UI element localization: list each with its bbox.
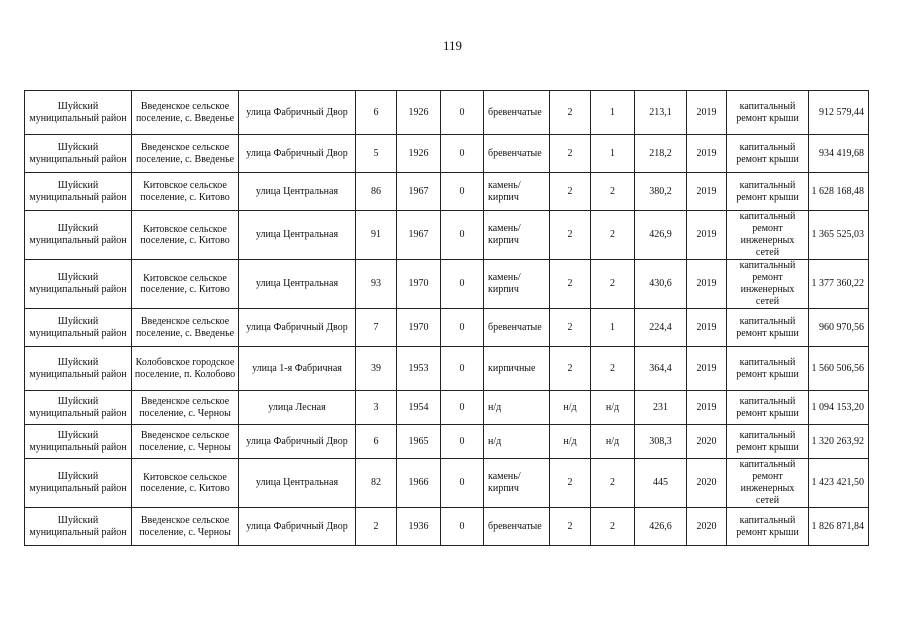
zero-cell: 0 <box>441 309 484 347</box>
settlement-cell: Введенское сельское поселение, с. Черноы <box>132 508 239 546</box>
district-cell: Шуйский муниципальный район <box>25 347 132 391</box>
build-year-cell: 1965 <box>397 425 441 459</box>
house-number-cell: 3 <box>356 391 397 425</box>
floors-cell: 2 <box>550 508 591 546</box>
repair-program-table <box>24 90 869 546</box>
wall-material-cell: бревенчатые <box>484 309 550 347</box>
entrances-cell: 2 <box>591 347 635 391</box>
zero-cell: 0 <box>441 459 484 508</box>
zero-cell: 0 <box>441 347 484 391</box>
plan-year-cell: 2019 <box>687 135 727 173</box>
wall-material-cell: бревенчатые <box>484 135 550 173</box>
table-row <box>25 260 869 309</box>
table-row <box>25 347 869 391</box>
district-cell: Шуйский муниципальный район <box>25 459 132 508</box>
entrances-cell: н/д <box>591 425 635 459</box>
floors-cell: 2 <box>550 135 591 173</box>
cost-cell: 1 377 360,22 <box>809 260 869 309</box>
cost-cell: 934 419,68 <box>809 135 869 173</box>
entrances-cell: 2 <box>591 173 635 211</box>
settlement-cell: Китовское сельское поселение, с. Китово <box>132 260 239 309</box>
street-cell: улица Фабричный Двор <box>239 309 356 347</box>
build-year-cell: 1926 <box>397 135 441 173</box>
work-type-cell: капитальный ремонт инженерных сетей <box>727 459 809 508</box>
floors-cell: 2 <box>550 173 591 211</box>
wall-material-cell: камень/кирпич <box>484 173 550 211</box>
entrances-cell: 1 <box>591 91 635 135</box>
area-cell: 445 <box>635 459 687 508</box>
entrances-cell: 2 <box>591 459 635 508</box>
floors-cell: 2 <box>550 91 591 135</box>
cost-cell: 1 826 871,84 <box>809 508 869 546</box>
work-type-cell: капитальный ремонт крыши <box>727 173 809 211</box>
page-number: 119 <box>442 38 463 53</box>
zero-cell: 0 <box>441 391 484 425</box>
build-year-cell: 1954 <box>397 391 441 425</box>
build-year-cell: 1966 <box>397 459 441 508</box>
plan-year-cell: 2019 <box>687 211 727 260</box>
work-type-cell: капитальный ремонт инженерных сетей <box>727 260 809 309</box>
district-cell: Шуйский муниципальный район <box>25 260 132 309</box>
district-cell: Шуйский муниципальный район <box>25 211 132 260</box>
settlement-cell: Введенское сельское поселение, с. Введенье <box>132 135 239 173</box>
plan-year-cell: 2020 <box>687 508 727 546</box>
build-year-cell: 1936 <box>397 508 441 546</box>
wall-material-cell: бревенчатые <box>484 508 550 546</box>
zero-cell: 0 <box>441 173 484 211</box>
house-number-cell: 5 <box>356 135 397 173</box>
work-type-cell: капитальный ремонт крыши <box>727 347 809 391</box>
table-row <box>25 211 869 260</box>
work-type-cell: капитальный ремонт крыши <box>727 135 809 173</box>
house-number-cell: 82 <box>356 459 397 508</box>
entrances-cell: 2 <box>591 260 635 309</box>
table-row <box>25 425 869 459</box>
entrances-cell: н/д <box>591 391 635 425</box>
street-cell: улица Фабричный Двор <box>239 91 356 135</box>
table-body <box>25 91 869 546</box>
street-cell: улица Фабричный Двор <box>239 135 356 173</box>
table-row <box>25 173 869 211</box>
settlement-cell: Китовское сельское поселение, с. Китово <box>132 211 239 260</box>
street-cell: улица Центральная <box>239 260 356 309</box>
street-cell: улица Центральная <box>239 459 356 508</box>
table-row <box>25 459 869 508</box>
wall-material-cell: камень/кирпич <box>484 459 550 508</box>
wall-material-cell: камень/кирпич <box>484 260 550 309</box>
wall-material-cell: кирпичные <box>484 347 550 391</box>
street-cell: улица Центральная <box>239 173 356 211</box>
house-number-cell: 6 <box>356 425 397 459</box>
zero-cell: 0 <box>441 260 484 309</box>
plan-year-cell: 2019 <box>687 260 727 309</box>
house-number-cell: 2 <box>356 508 397 546</box>
house-number-cell: 7 <box>356 309 397 347</box>
plan-year-cell: 2019 <box>687 91 727 135</box>
wall-material-cell: бревенчатые <box>484 91 550 135</box>
settlement-cell: Китовское сельское поселение, с. Китово <box>132 173 239 211</box>
entrances-cell: 1 <box>591 135 635 173</box>
cost-cell: 1 560 506,56 <box>809 347 869 391</box>
district-cell: Шуйский муниципальный район <box>25 508 132 546</box>
entrances-cell: 1 <box>591 309 635 347</box>
floors-cell: 2 <box>550 347 591 391</box>
area-cell: 218,2 <box>635 135 687 173</box>
district-cell: Шуйский муниципальный район <box>25 91 132 135</box>
area-cell: 224,4 <box>635 309 687 347</box>
wall-material-cell: н/д <box>484 425 550 459</box>
cost-cell: 1 628 168,48 <box>809 173 869 211</box>
plan-year-cell: 2019 <box>687 173 727 211</box>
settlement-cell: Введенское сельское поселение, с. Черноы <box>132 425 239 459</box>
house-number-cell: 91 <box>356 211 397 260</box>
build-year-cell: 1967 <box>397 211 441 260</box>
plan-year-cell: 2019 <box>687 391 727 425</box>
street-cell: улица Фабричный Двор <box>239 508 356 546</box>
district-cell: Шуйский муниципальный район <box>25 425 132 459</box>
zero-cell: 0 <box>441 135 484 173</box>
zero-cell: 0 <box>441 425 484 459</box>
area-cell: 426,6 <box>635 508 687 546</box>
area-cell: 213,1 <box>635 91 687 135</box>
floors-cell: 2 <box>550 459 591 508</box>
street-cell: улица Центральная <box>239 211 356 260</box>
table-row <box>25 508 869 546</box>
house-number-cell: 93 <box>356 260 397 309</box>
area-cell: 231 <box>635 391 687 425</box>
work-type-cell: капитальный ремонт крыши <box>727 425 809 459</box>
district-cell: Шуйский муниципальный район <box>25 173 132 211</box>
house-number-cell: 86 <box>356 173 397 211</box>
settlement-cell: Введенское сельское поселение, с. Введенье <box>132 91 239 135</box>
district-cell: Шуйский муниципальный район <box>25 309 132 347</box>
cost-cell: 960 970,56 <box>809 309 869 347</box>
work-type-cell: капитальный ремонт крыши <box>727 391 809 425</box>
house-number-cell: 39 <box>356 347 397 391</box>
floors-cell: 2 <box>550 309 591 347</box>
work-type-cell: капитальный ремонт инженерных сетей <box>727 211 809 260</box>
plan-year-cell: 2019 <box>687 347 727 391</box>
work-type-cell: капитальный ремонт крыши <box>727 309 809 347</box>
build-year-cell: 1970 <box>397 260 441 309</box>
floors-cell: н/д <box>550 391 591 425</box>
cost-cell: 1 094 153,20 <box>809 391 869 425</box>
table-row <box>25 391 869 425</box>
street-cell: улица Лесная <box>239 391 356 425</box>
floors-cell: 2 <box>550 260 591 309</box>
plan-year-cell: 2019 <box>687 309 727 347</box>
area-cell: 364,4 <box>635 347 687 391</box>
street-cell: улица Фабричный Двор <box>239 425 356 459</box>
settlement-cell: Введенское сельское поселение, с. Черноы <box>132 391 239 425</box>
build-year-cell: 1970 <box>397 309 441 347</box>
table-row <box>25 309 869 347</box>
entrances-cell: 2 <box>591 508 635 546</box>
build-year-cell: 1953 <box>397 347 441 391</box>
entrances-cell: 2 <box>591 211 635 260</box>
area-cell: 308,3 <box>635 425 687 459</box>
zero-cell: 0 <box>441 508 484 546</box>
area-cell: 426,9 <box>635 211 687 260</box>
plan-year-cell: 2020 <box>687 459 727 508</box>
plan-year-cell: 2020 <box>687 425 727 459</box>
table-row <box>25 91 869 135</box>
area-cell: 380,2 <box>635 173 687 211</box>
build-year-cell: 1926 <box>397 91 441 135</box>
settlement-cell: Китовское сельское поселение, с. Китово <box>132 459 239 508</box>
build-year-cell: 1967 <box>397 173 441 211</box>
street-cell: улица 1-я Фабричная <box>239 347 356 391</box>
work-type-cell: капитальный ремонт крыши <box>727 508 809 546</box>
wall-material-cell: н/д <box>484 391 550 425</box>
zero-cell: 0 <box>441 211 484 260</box>
cost-cell: 1 320 263,92 <box>809 425 869 459</box>
work-type-cell: капитальный ремонт крыши <box>727 91 809 135</box>
floors-cell: 2 <box>550 211 591 260</box>
area-cell: 430,6 <box>635 260 687 309</box>
district-cell: Шуйский муниципальный район <box>25 135 132 173</box>
house-number-cell: 6 <box>356 91 397 135</box>
cost-cell: 1 365 525,03 <box>809 211 869 260</box>
settlement-cell: Введенское сельское поселение, с. Введенье <box>132 309 239 347</box>
wall-material-cell: камень/кирпич <box>484 211 550 260</box>
zero-cell: 0 <box>441 91 484 135</box>
cost-cell: 1 423 421,50 <box>809 459 869 508</box>
cost-cell: 912 579,44 <box>809 91 869 135</box>
floors-cell: н/д <box>550 425 591 459</box>
table-row <box>25 135 869 173</box>
district-cell: Шуйский муниципальный район <box>25 391 132 425</box>
settlement-cell: Колобовское городское поселение, п. Колобово <box>132 347 239 391</box>
